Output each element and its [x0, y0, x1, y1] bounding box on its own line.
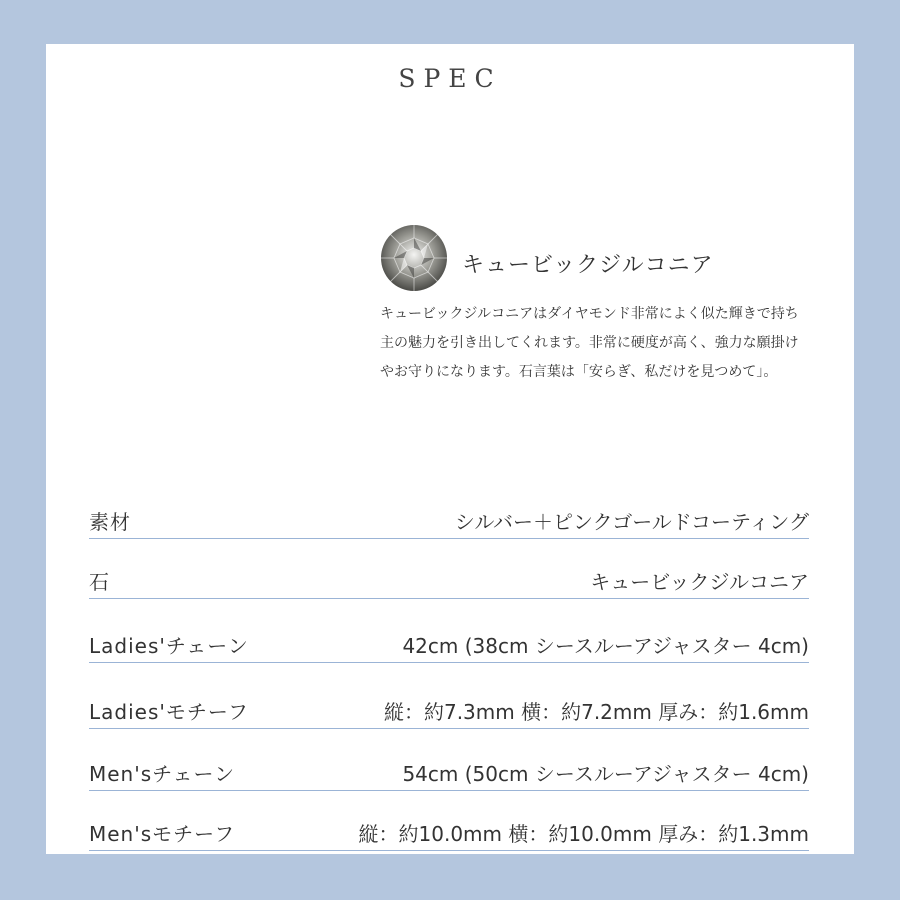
spec-value: 縦：約10.0mm 横：約10.0mm 厚み：約1.3mm [358, 822, 809, 846]
spec-row-mens-motif [89, 812, 809, 851]
spec-label: 素材 [89, 510, 131, 534]
stone-description: キュービックジルコニアはダイヤモンド非常によく似た輝きで持ち主の魅力を引き出してくれます。非常に硬度が高く、強力な願掛けやお守りになります。石言葉は「安らぎ、私だけを見つめて」。 [380, 306, 799, 380]
spec-value: 54cm (50cm シースルーアジャスター 4cm) [402, 762, 809, 786]
spec-row-mens-chain [89, 752, 809, 791]
spec-value: 縦：約7.3mm 横：約7.2mm 厚み：約1.6mm [383, 700, 809, 724]
spec-row-material [89, 500, 809, 539]
spec-value: シルバー＋ピンクゴールドコーティング [454, 510, 809, 534]
round-diamond-icon [380, 224, 448, 292]
spec-row-stone [89, 560, 809, 599]
spec-label: Men'sチェーン [89, 762, 236, 786]
spec-row-ladies-chain [89, 624, 809, 663]
spec-label: 石 [89, 570, 110, 594]
spec-value: キュービックジルコニア [590, 570, 809, 594]
stone-name: キュービックジルコニア [462, 253, 714, 278]
spec-label: Men'sモチーフ [89, 822, 236, 846]
spec-value: 42cm (38cm シースルーアジャスター 4cm) [402, 634, 809, 658]
page-title: SPEC [398, 64, 502, 93]
spec-label: Ladies'チェーン [89, 634, 249, 658]
spec-row-ladies-motif [89, 690, 809, 729]
spec-label: Ladies'モチーフ [89, 700, 249, 724]
spec-card [46, 44, 854, 854]
